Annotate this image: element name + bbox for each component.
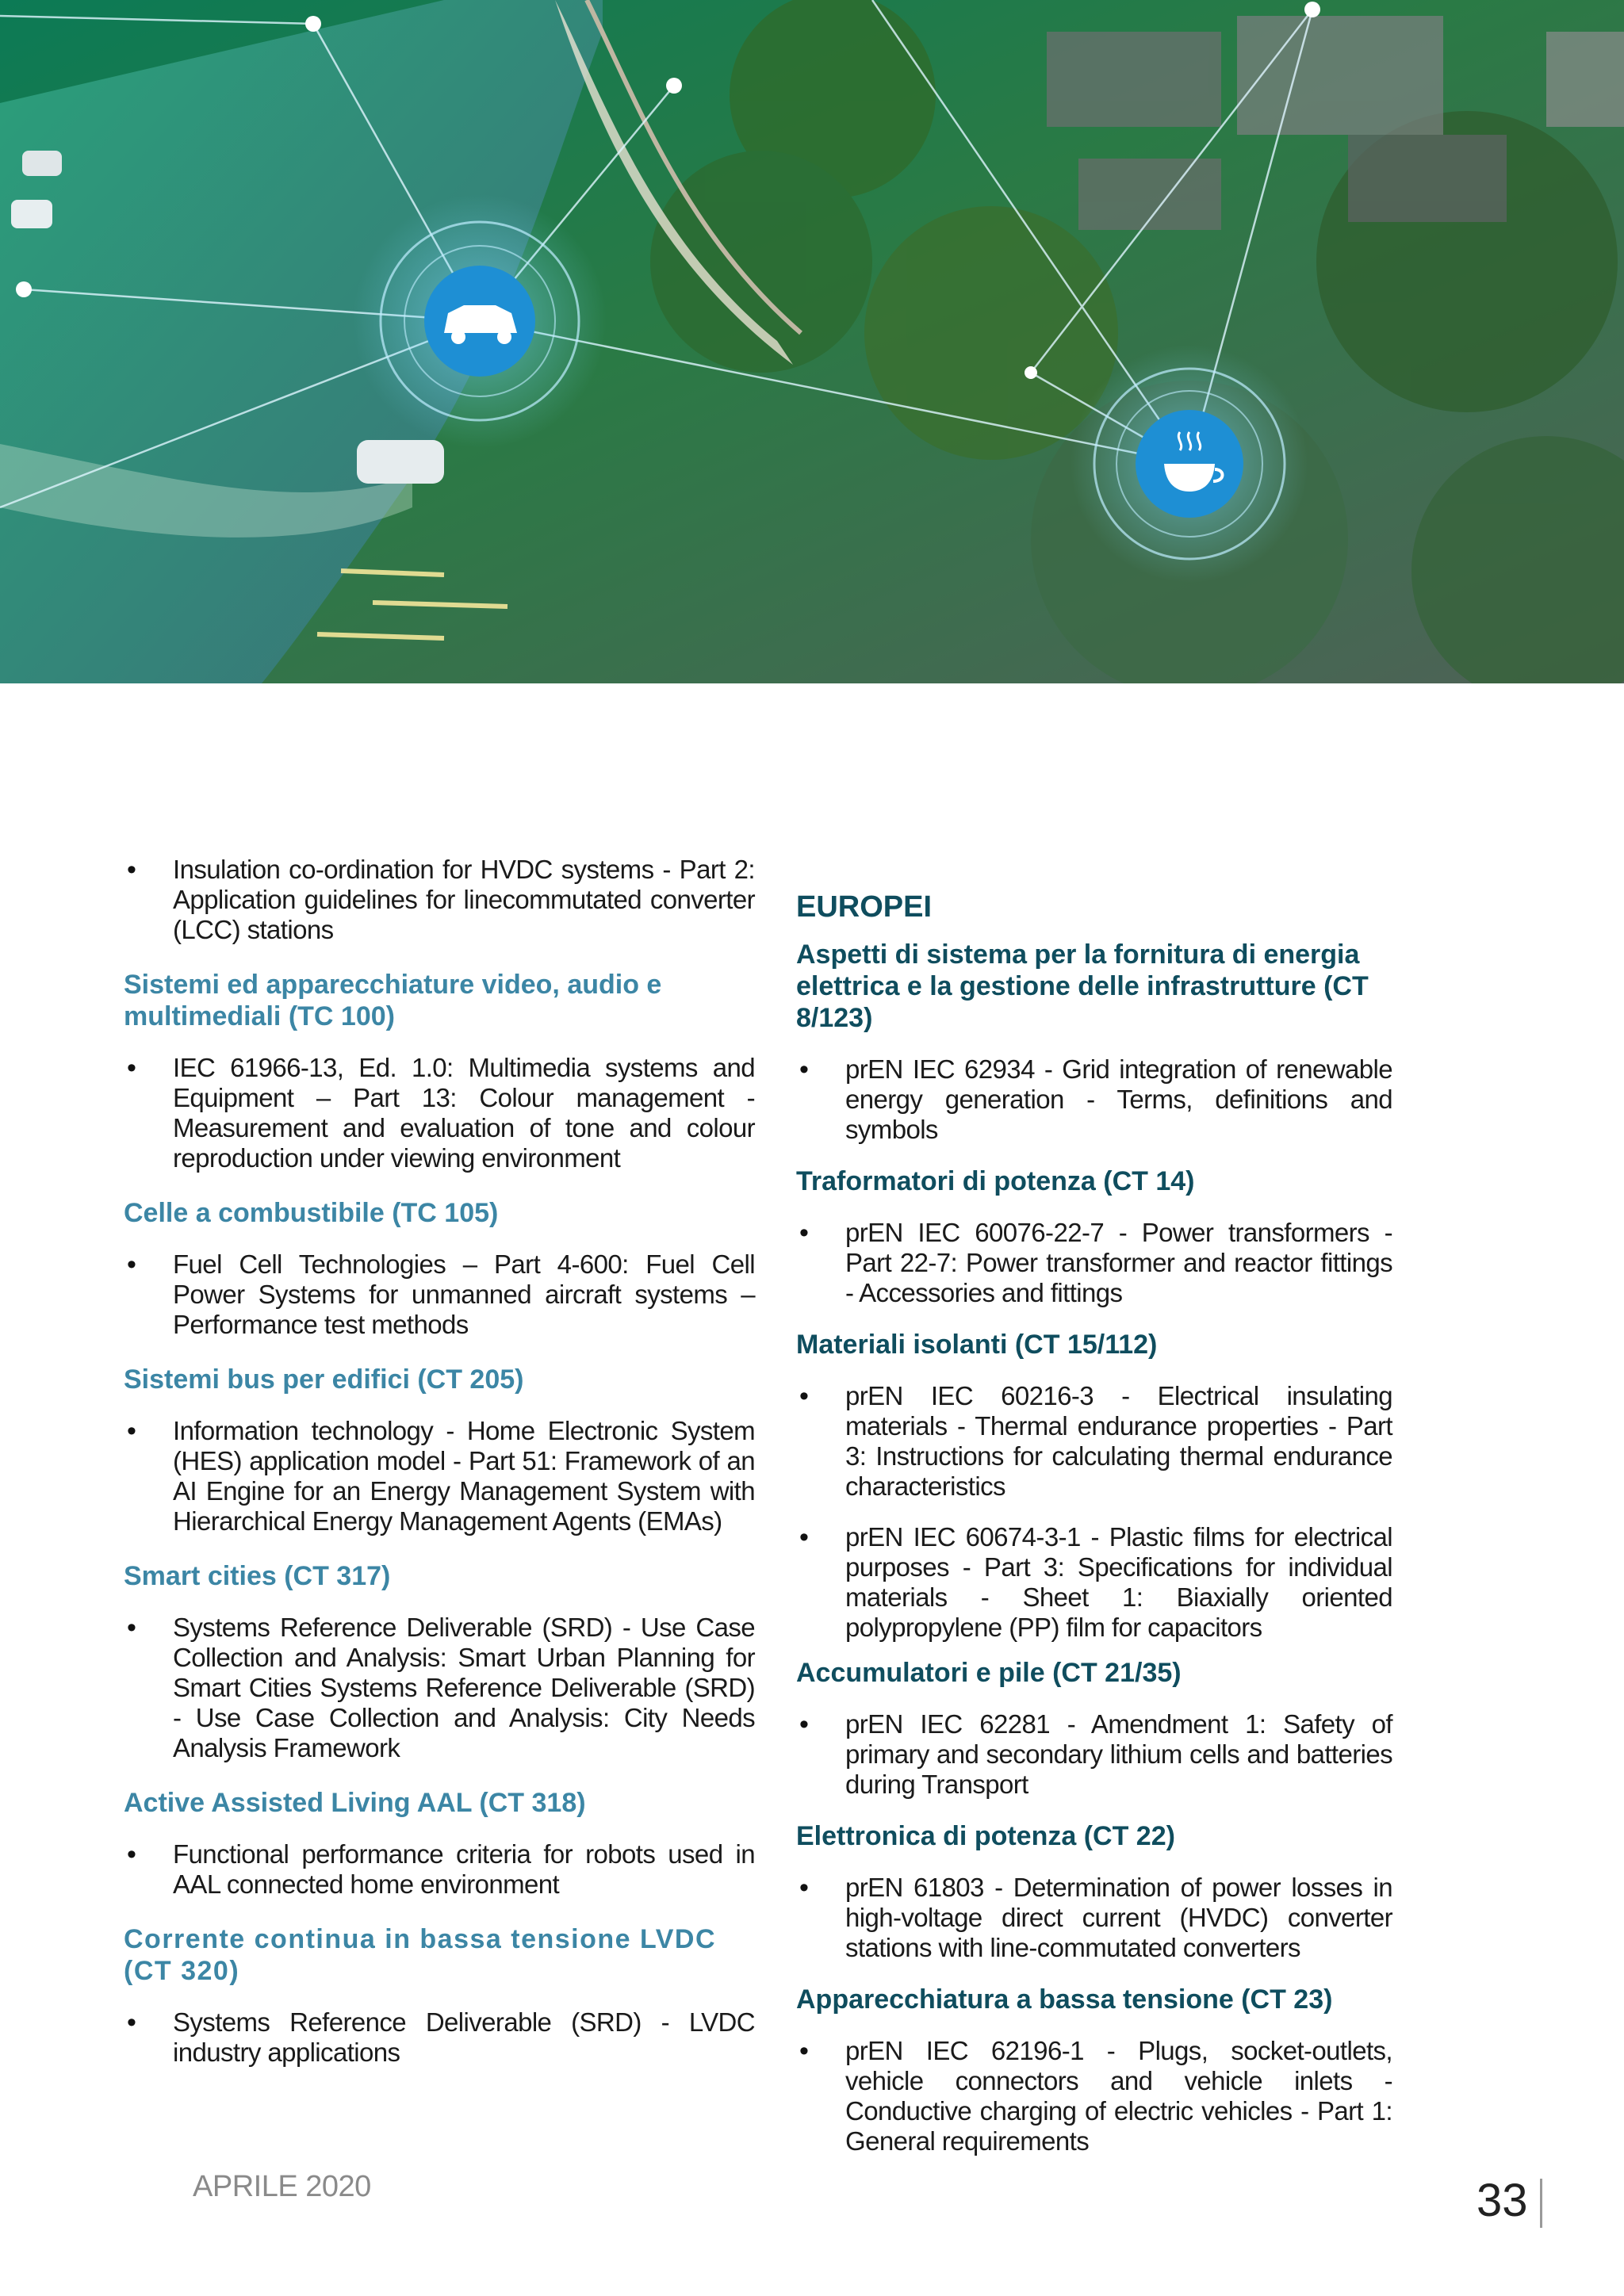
list-item: • prEN IEC 62934 - Grid integration of renewable energy generation - Terms, definitions and symbols [796,1054,1392,1145]
page-number: 33 [1477,2175,1528,2226]
page-number-divider [1540,2179,1542,2228]
list-item: • prEN 61803 - Determination of power losses in high-voltage direct current (HVDC) converter stations with line-commutated converters [796,1873,1392,1963]
list-item: • Fuel Cell Technologies – Part 4-600: Fuel Cell Power Systems for unmanned aircraft systems – Performance test methods [124,1249,755,1340]
section-heading: Smart cities (CT 317) [124,1561,391,1591]
right-column [796,890,1392,2156]
left-column [124,855,755,2068]
list-item: • prEN IEC 62281 - Amendment 1: Safety of primary and secondary lithium cells and batteries during Transport [796,1709,1392,1800]
list-item: • prEN IEC 60216-3 - Electrical insulating materials - Thermal endurance properties - Part 3: Instructions for calculating thermal endurance characteristics [796,1381,1392,1502]
section-heading: Active Assisted Living AAL (CT 318) [124,1788,586,1818]
section-heading: Elettronica di potenza (CT 22) [796,1821,1175,1851]
car [357,440,444,484]
list-item: • Information technology - Home Electronic System (HES) application model - Part 51: Framework of an AI Engine for an Energy Management System with Hierarchical Energy Management Agents (EMAs) [124,1416,755,1536]
list-item: • Insulation co-ordination for HVDC systems - Part 2: Application guidelines for linecommutated converter (LCC) stations [124,855,755,945]
car [11,200,52,228]
section-heading: Celle a combustibile (TC 105) [124,1198,499,1228]
section-heading: Sistemi bus per edifici (CT 205) [124,1364,524,1395]
section-heading: Traformatori di potenza (CT 14) [796,1166,1195,1196]
section-heading: Aspetti di sistema per la fornitura di energia elettrica e la gestione delle infrastrutture (CT 8/123) [796,939,1369,1033]
list-item: • prEN IEC 60674-3-1 - Plastic films for electrical purposes - Part 3: Specifications for individual materials - Sheet 1: Biaxially oriented polypropylene (PP) film for capacitors [796,1522,1392,1643]
issue-date: APRILE 2020 [193,2170,371,2203]
section-heading: Materiali isolanti (CT 15/112) [796,1330,1158,1360]
list-item: • IEC 61966-13, Ed. 1.0: Multimedia systems and Equipment – Part 13: Colour management - Measurement and evaluation of tone and colour reproduction under viewing environment [124,1053,755,1173]
section-heading: Sistemi ed apparecchiature video, audio e multimediali (TC 100) [124,970,662,1031]
list-item: • prEN IEC 60076-22-7 - Power transformers - Part 22-7: Power transformer and reactor fittings - Accessories and fittings [796,1218,1392,1308]
smart-city-illustration [0,0,1624,683]
list-item: • Functional performance criteria for robots used in AAL connected home environment [124,1839,755,1900]
section-heading: Accumulatori e pile (CT 21/35) [796,1658,1182,1688]
section-title-europei: EUROPEI [796,890,933,924]
list-item: • Systems Reference Deliverable (SRD) - Use Case Collection and Analysis: Smart Urban Planning for Smart Cities Systems Reference Deliverable (SRD) - Use Case Collection and Analysis: City Needs Analysis Framework [124,1613,755,1763]
hero-image [0,0,1624,683]
list-item: • prEN IEC 62196-1 - Plugs, socket-outlets, vehicle connectors and vehicle inlets - Conductive charging of electric vehicles - Part 1: General requirements [796,2036,1392,2156]
list-item: • Systems Reference Deliverable (SRD) - LVDC industry applications [124,2007,755,2068]
section-heading: Apparecchiatura a bassa tensione (CT 23) [796,1984,1333,2015]
car [22,151,62,176]
section-heading: Corrente continua in bassa tensione LVDC (CT 320) [124,1924,717,1986]
